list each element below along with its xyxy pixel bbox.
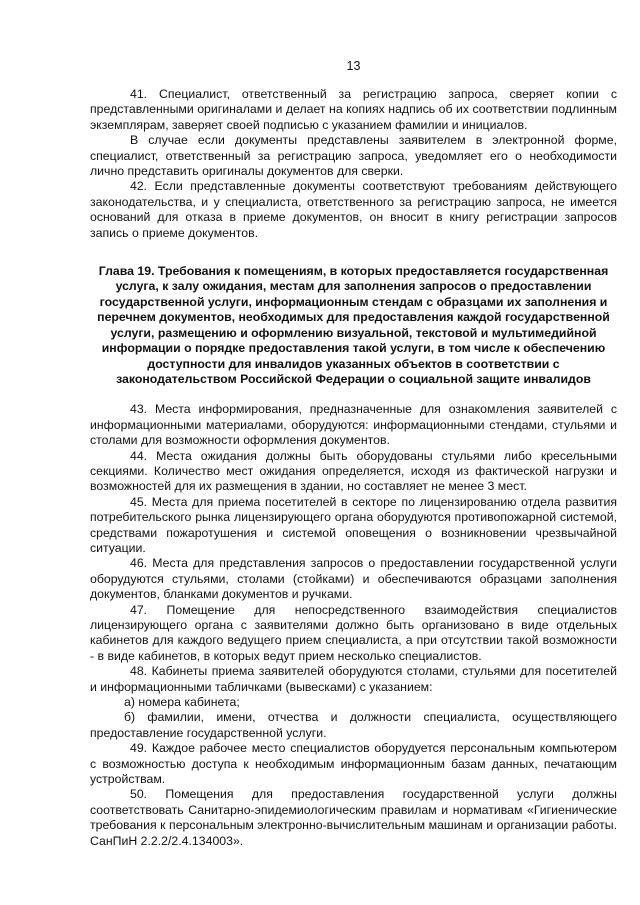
paragraph-41: 41. Специалист, ответственный за регистрацию запроса, сверяет копии с представленными оригиналами и делает на копиях надпись об их соответствии подлинным экземплярам, заверяет своей подписью с указанием фамилии и инициалов.	[90, 87, 617, 132]
paragraph-50: 50. Помещения для предоставления государственной услуги должны соответствовать Санитарно-эпидемиологическим правилам и нормативам «Гигиенические требования к персональным электронно-вычислительным машинам и организации работы. СанПиН 2.2.2/2.4.134003».	[90, 787, 617, 848]
paragraph-49: 49. Каждое рабочее место специалистов оборудуется персональным компьютером с возможностью доступа к необходимым информационным базам данных, печатающим устройствам.	[90, 741, 617, 787]
paragraph-48-item-b: б) фамилии, имени, отчества и должности специалиста, осуществляющего предоставление государственной услуги.	[90, 710, 617, 740]
paragraph-47: 47. Помещение для непосредственного взаимодействия специалистов лицензирующего органа с заявителями должно быть организовано в виде отдельных кабинетов для каждого ведущего прием специалиста, а при отсутствии такой возможности - в виде кабинетов, в которых ведут прием несколько специалистов.	[90, 602, 617, 663]
paragraph-44: 44. Места ожидания должны быть оборудованы стульями либо кресельными секциями. Количество мест ожидания определяется, исходя из фактической нагрузки и возможностей для их размещения в здании, но составляет не менее 3 мест.	[90, 448, 617, 494]
paragraph-43: 43. Места информирования, предназначенные для ознакомления заявителей с информационными материалами, оборудуются: информационными стендами, стульями и столами для возможности оформления документов.	[90, 402, 617, 448]
document-page	[90, 58, 617, 849]
paragraph-41-electronic: В случае если документы представлены заявителем в электронной форме, специалист, ответственный за регистрацию запроса, уведомляет его о необходимости лично представить оригиналы документов для сверки.	[90, 133, 617, 179]
paragraph-46: 46. Места для представления запросов о предоставлении государственной услуги оборудуются стульями, столами (стойками) и обеспечиваются образцами заполнения документов, бланками документов и ручками.	[90, 556, 617, 602]
paragraph-48-item-a: а) номера кабинета;	[124, 695, 240, 710]
paragraph-48: 48. Кабинеты приема заявителей оборудуются столами, стульями для посетителей и информационными табличками (вывесками) с указанием:	[90, 664, 617, 694]
page-number: 13	[346, 59, 361, 73]
chapter-heading: Глава 19. Требования к помещениям, в которых предоставляется государственная услуга, к залу ожидания, местам для заполнения запросов о предоставлении государственной услуги, информационным стендам с образцами их заполнения и перечнем документов, необходимых для предоставления каждой государственной услуги, размещению и оформлению визуальной, текстовой и мультимедийной информации о порядке предоставления такой услуги, в том числе к обеспечению доступности для инвалидов указанных объектов в соответствии с законодательством Российской Федерации о социальной защите инвалидов	[97, 264, 610, 386]
paragraph-45: 45. Места для приема посетителей в секторе по лицензированию отдела развития потребительского рынка лицензирующего органа оборудуются противопожарной системой, средствами пожаротушения и системой оповещения о возникновении чрезвычайной ситуации.	[90, 494, 617, 555]
paragraph-42: 42. Если представленные документы соответствуют требованиям действующего законодательства, и у специалиста, ответственного за регистрацию запроса, не имеется оснований для отказа в приеме документов, он вносит в книгу регистрации запросов запись о приеме документов.	[90, 179, 617, 240]
